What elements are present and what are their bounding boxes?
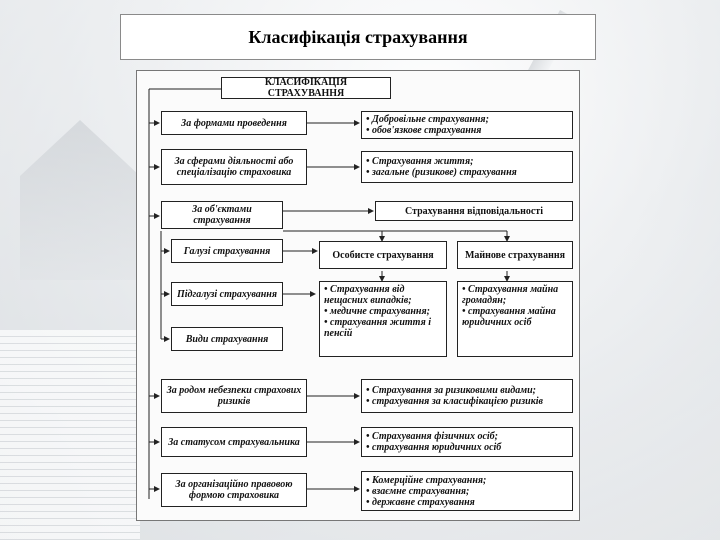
- form-type-item: • обов'язкове страхування: [366, 125, 568, 136]
- status-types: [361, 427, 573, 457]
- criterion-risk: За родом небезпеки страхових ризиків: [161, 379, 307, 413]
- level-branches: Галузі страхування: [171, 239, 283, 263]
- slide-title-box: [120, 14, 596, 60]
- risk-type-item: • Страхування за ризиковими видами;: [366, 385, 568, 396]
- org-form-type-item: • взаємне страхування;: [366, 486, 568, 497]
- status-type-item: • страхування юридичних осіб: [366, 442, 568, 453]
- personal-type-item: • Страхування від нещасних випадків;: [324, 284, 442, 306]
- criterion-sphere: За сферами діяльності або спеціалізацію страховика: [161, 149, 307, 185]
- branch-personal: Особисте страхування: [319, 241, 447, 269]
- personal-type-item: • страхування життя і пенсій: [324, 317, 442, 339]
- branch-property: Майнове страхування: [457, 241, 573, 269]
- property-types: [457, 281, 573, 357]
- status-type-item: • Страхування фізичних осіб;: [366, 431, 568, 442]
- personal-type-item: • медичне страхування;: [324, 306, 442, 317]
- risk-type-item: • страхування за класифікацією ризиків: [366, 396, 568, 407]
- property-type-item: • страхування майна юридичних осіб: [462, 306, 568, 328]
- criterion-objects: За об'єктами страхування: [161, 201, 283, 229]
- property-type-item: • Страхування майна громадян;: [462, 284, 568, 306]
- personal-types: [319, 281, 447, 357]
- level-subbranches: Підгалузі страхування: [171, 282, 283, 306]
- level-types: Види страхування: [171, 327, 283, 351]
- risk-types: [361, 379, 573, 413]
- liability-insurance: Страхування відповідальності: [375, 201, 573, 221]
- slide-title: Класифікація страхування: [248, 26, 468, 47]
- background-paper-shape: [0, 330, 140, 540]
- criterion-org-form: За організаційно правовою формою страховика: [161, 473, 307, 507]
- form-types: [361, 111, 573, 139]
- form-type-item: • Добровільне страхування;: [366, 114, 568, 125]
- sphere-types: [361, 151, 573, 183]
- classification-diagram: [136, 70, 580, 521]
- sphere-type-item: • загальне (ризикове) страхування: [366, 167, 568, 178]
- org-form-type-item: • державне страхування: [366, 497, 568, 508]
- diagram-header: КЛАСИФІКАЦІЯ СТРАХУВАННЯ: [221, 77, 391, 99]
- criterion-form: За формами проведення: [161, 111, 307, 135]
- sphere-type-item: • Страхування життя;: [366, 156, 568, 167]
- org-form-type-item: • Комерційне страхування;: [366, 475, 568, 486]
- criterion-status: За статусом страхувальника: [161, 427, 307, 457]
- org-form-types: [361, 471, 573, 511]
